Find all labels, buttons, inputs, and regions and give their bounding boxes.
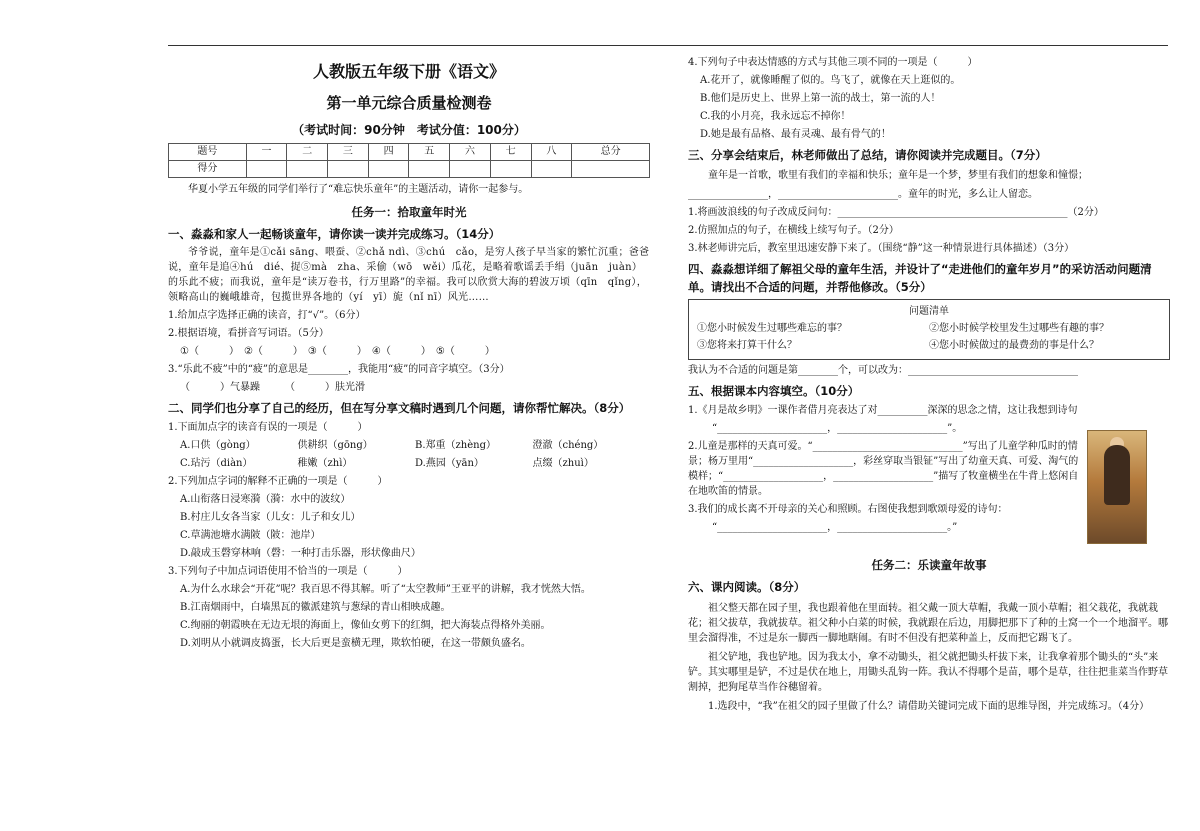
score-header-cell: 五 — [409, 143, 450, 160]
score-table-header-row — [169, 143, 650, 160]
option[interactable]: D.刘明从小就调皮捣蛋，长大后更是蛮横无理，欺软怕硬，在这一带颇负盛名。 — [180, 638, 531, 650]
score-header-cell: 一 — [246, 143, 287, 160]
option[interactable]: C.我的小月亮，我永远忘不掉你！ — [700, 111, 851, 122]
score-header-cell: 七 — [490, 143, 531, 160]
score-header-cell: 题号 — [169, 143, 247, 160]
s3-question-1[interactable]: 1.将画波浪线的句子改成反问句：______________________________________________（2分） — [688, 207, 1104, 219]
option[interactable]: A.为什么水球会“开花”呢？我百思不得其解。听了“太空教师”王亚平的讲解，我才恍然大悟。 — [180, 584, 591, 596]
s2-question-1: 1.下面加点字的读音有误的一项是（ ） — [168, 422, 368, 434]
list-item: ④您小时候做过的最费劲的事是什么？ — [929, 339, 1099, 351]
list-item: ①您小时候发生过哪些难忘的事？ — [697, 322, 847, 334]
score-cell[interactable] — [409, 160, 450, 177]
score-header-cell: 三 — [328, 143, 369, 160]
left-column — [168, 52, 650, 654]
option[interactable]: D.燕园（yān） — [415, 458, 484, 470]
right-column — [688, 52, 1170, 718]
figure-body — [1104, 445, 1130, 505]
score-header-cell: 总分 — [572, 143, 650, 160]
s2-question-4: 4.下列句子中表达情感的方式与其他三项不同的一项是（ ） — [688, 57, 978, 68]
score-header-cell: 六 — [450, 143, 491, 160]
option: 澄澈（chéng） — [532, 440, 604, 452]
score-table — [168, 143, 650, 178]
exam-info: （考试时间：90分钟 考试分值：100分） — [292, 122, 526, 137]
option[interactable]: B.他们是历史上、世界上第一流的战士，第一流的人！ — [700, 93, 941, 104]
score-table-row — [169, 160, 650, 177]
option[interactable]: C.草满池塘水满陂（陂：池岸） — [180, 530, 321, 542]
exam-title: 人教版五年级下册《语文》 — [312, 62, 505, 81]
s5-question-3-blank[interactable]: “______________________，______________________。” — [712, 522, 958, 533]
option[interactable]: C.玷污（diàn） — [180, 458, 253, 470]
section6-title: 六、课内阅读。（8分） — [688, 580, 806, 595]
s6-passage-1: 祖父整天都在园子里，我也跟着他在里面转。祖父戴一顶大草帽，我戴一顶小草帽；祖父栽花，我就栽花；祖父拔草，我就拔草。祖父种小白菜的时候，我就跟在后边，用脚把那下了种的土窝一个一个地溜平。哪里会溜得准，不过是东一脚西一脚地瞎闹。有时不但没有把菜种盖上，反而把它踢飞了。 — [688, 602, 1168, 644]
section1-passage: 爷爷说，童年是①cǎi sāng、喂蚕、②chǎ ndì、③chú cǎo，是穷人孩子早当家的繁忙沉重；爸爸说，童年是追④hú dié、捉⑤mà zha、采偷（wō wěi）瓜花，是略着歌谣丢手绢（juān juàn）的乐此不疲；而我说，童年是“读万卷书，行万里路”的幸福。我可以欣赏大海的碧波万顷（qīn qǐng），领略高山的巍峨雄奇，包揽世界各地的（yí yī）旎（nǐ nī）风光…… — [168, 247, 650, 303]
list-item: ③您将来打算干什么？ — [697, 339, 797, 351]
score-header-cell: 八 — [531, 143, 572, 160]
s1-question-2: 2.根据语境，看拼音写词语。（5分） — [168, 328, 329, 339]
s5-question-3: 3.我们的成长离不开母亲的关心和照顾。右图使我想到歌颂母爱的诗句： — [688, 504, 1008, 515]
score-header-cell: 四 — [368, 143, 409, 160]
option[interactable]: D.她是最有品格、最有灵魂、最有骨气的！ — [700, 129, 891, 140]
option[interactable]: B.郑重（zhèng） — [415, 440, 496, 452]
option: 点缀（zhuì） — [532, 458, 594, 470]
score-cell[interactable] — [531, 160, 572, 177]
question-list-title: 问题清单 — [909, 305, 949, 317]
s3-question-2: 2.仿照加点的句子，在横线上续写句子。（2分） — [688, 225, 899, 237]
s1-q3-blanks[interactable]: （ ）气暴躁 （ ）肤光滑 — [180, 382, 365, 393]
option[interactable]: A.口供（gòng） — [180, 440, 256, 452]
s1-question-1: 1.给加点字选择正确的读音，打“√”。（6分） — [168, 310, 366, 321]
score-row-label: 得分 — [169, 160, 247, 177]
s2-question-3: 3.下列句子中加点词语使用不恰当的一项是（ ） — [168, 566, 408, 578]
option[interactable]: B.江南烟雨中，白墙黑瓦的徽派建筑与葱绿的青山相映成趣。 — [180, 602, 451, 614]
task2-heading: 任务二：乐读童年故事 — [871, 558, 987, 572]
option[interactable]: D.敲成玉磬穿林响（磬：一种打击乐器，形状像曲尺） — [180, 548, 421, 560]
s3-passage-1: 童年是一首歌，歌里有我们的幸福和快乐；童年是一个梦，梦里有我们的想象和憧憬； — [708, 170, 1088, 182]
option[interactable]: C.绚丽的朝霞映在无边无垠的海面上，像仙女剪下的红绸，把大海装点得格外美丽。 — [180, 620, 551, 632]
s5-question-2[interactable]: 2.儿童是那样的天真可爱。“______________________________”写出了儿童学种瓜时的情景；杨万里用“____________________，彩丝穿取当银钲”写出了幼童天真、可爱、淘气的模样；“____________________，____________________”描写了牧童横坐在牛背上悠闲自在地吹笛的情景。 — [688, 441, 1079, 497]
s5-question-1[interactable]: 1.《月是故乡明》一课作者借月亮表达了对__________深深的思念之情，这让我想到诗句 — [688, 405, 1078, 416]
score-cell[interactable] — [246, 160, 287, 177]
option[interactable]: A.花开了，就像睡醒了似的。鸟飞了，就像在天上逛似的。 — [700, 75, 961, 86]
s3-question-3: 3.林老师讲完后，教室里迅速安静下来了。（围绕“静”这一种情景进行具体描述）（3分） — [688, 243, 1075, 255]
option: 稚嫩（zhì） — [297, 458, 353, 470]
top-rule — [168, 45, 1168, 46]
score-cell[interactable] — [287, 160, 328, 177]
section5-title: 五、根据课本内容填空。（10分） — [688, 383, 860, 398]
s2-q1-options-row1 — [180, 438, 650, 453]
task1-heading: 任务一：拾取童年时光 — [351, 204, 467, 219]
s3-passage-2[interactable]: ________________，________________________。童年的时光，多么让人留恋。 — [688, 189, 1038, 201]
exam-subtitle: 第一单元综合质量检测卷 — [326, 94, 492, 112]
s2-question-2: 2.下列加点字词的解释不正确的一项是（ ） — [168, 476, 388, 488]
section1-title: 一、淼淼和家人一起畅谈童年，请你读一读并完成练习。（14分） — [168, 226, 501, 241]
option: 供耕织（gōng） — [297, 440, 373, 452]
score-cell[interactable] — [368, 160, 409, 177]
s6-passage-2: 祖父铲地，我也铲地。因为我太小，拿不动锄头，祖父就把锄头杆拔下来，让我拿着那个锄头的“头”来铲。其实哪里是铲，不过是伏在地上，用锄头乱钩一阵。我认不得哪个是苗，哪个是草，往往把韭菜当作野草割掉，把狗尾草当作谷穗留着。 — [688, 651, 1168, 693]
s6-question-1: 1.选段中，“我”在祖父的园子里做了什么？请借助关键词完成下面的思维导图，并完成练习。（4分） — [708, 700, 1150, 712]
score-header-cell: 二 — [287, 143, 328, 160]
s2-q1-options-row2 — [180, 456, 650, 471]
question-list-box — [688, 299, 1170, 360]
section3-title: 三、分享会结束后，林老师做出了总结，请你阅读并完成题目。（7分） — [688, 148, 1047, 162]
option[interactable]: B.村庄儿女各当家（儿女：儿子和女儿） — [180, 512, 361, 524]
score-cell[interactable] — [450, 160, 491, 177]
section4-title: 四、淼淼想详细了解祖父母的童年生活，并设计了“走进他们的童年岁月”的采访活动问题清单。请找出不合适的问题，并帮他修改。（5分） — [688, 262, 1152, 294]
question-list-row — [697, 338, 1161, 353]
mother-sewing-illustration — [1087, 430, 1147, 544]
question-list-row — [697, 321, 1161, 336]
score-cell[interactable] — [572, 160, 650, 177]
s4-answer-line[interactable]: 我认为不合适的问题是第________个，可以改为：__________________________________ — [688, 364, 1078, 376]
s1-q2-blanks[interactable]: ①（ ） ②（ ） ③（ ） ④（ ） ⑤（ ） — [180, 346, 495, 357]
intro-text: 华夏小学五年级的同学们举行了“难忘快乐童年”的主题活动，请你一起参与。 — [188, 183, 529, 195]
section2-title: 二、同学们也分享了自己的经历，但在写分享文稿时遇到几个问题，请你帮忙解决。（8分） — [168, 401, 631, 415]
score-cell[interactable] — [490, 160, 531, 177]
score-cell[interactable] — [328, 160, 369, 177]
option[interactable]: A.山衔落日浸寒漪（漪：水中的波纹） — [180, 494, 351, 506]
s5-question-1-blank[interactable]: “______________________，______________________”。 — [712, 423, 963, 434]
s1-question-3: 3.“乐此不疲”中的“疲”的意思是________，我能用“疲”的同音字填空。（3分） — [168, 364, 510, 375]
list-item: ②您小时候学校里发生过哪些有趣的事？ — [929, 322, 1109, 334]
